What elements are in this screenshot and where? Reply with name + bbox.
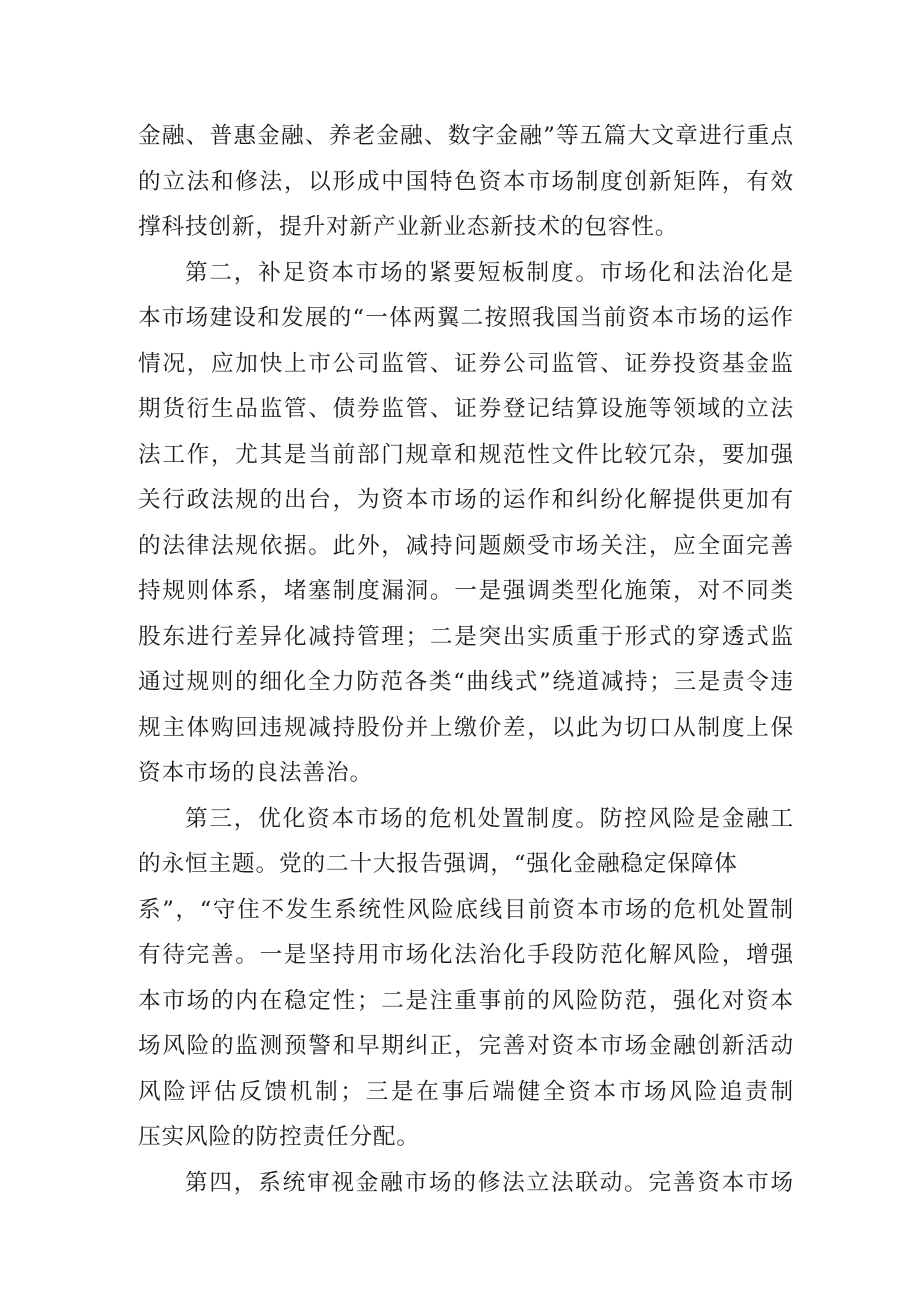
text-line: 规主体购回违规减持股份并上缴价差，以此为切口从制度上保: [138, 714, 794, 741]
text-line: 的立法和修法，以形成中国特色资本市场制度创新矩阵，有效: [138, 168, 794, 195]
text-line: 期货衍生品监管、债券监管、证券登记结算设施等领域的立法: [138, 396, 794, 422]
text-line: 持规则体系，堵塞制度漏洞。一是强调类型化施策，对不同类: [138, 578, 794, 604]
text-line: 有待完善。一是坚持用市场化法治化手段防范化解风险，增强: [138, 942, 794, 968]
text-line: 压实风险的防控责任分配。: [138, 1124, 420, 1150]
body-text: [138, 114, 794, 1206]
text-line: 情况，应加快上市公司监管、证券公司监管、证券投资基金监: [138, 350, 794, 377]
text-line: 第二，补足资本市场的紧要短板制度。市场化和法治化是: [185, 259, 794, 286]
text-line: 金融、普惠金融、养老金融、数字金融”等五篇大文章进行重点: [138, 123, 794, 149]
text-line: 的永恒主题。党的二十大报告强调，“强化金融稳定保障体: [138, 851, 738, 877]
text-line: 第三，优化资本市场的危机处置制度。防控风险是金融工: [185, 805, 794, 832]
text-line: 法工作，尤其是当前部门规章和规范性文件比较冗杂，要加强: [138, 441, 794, 468]
text-line: 通过规则的细化全力防范各类“曲线式”绕道减持；三是责令违: [138, 669, 794, 695]
text-line: 风险评估反馈机制；三是在事后端健全资本市场风险追责制: [138, 1078, 794, 1105]
text-line: 资本市场的良法善治。: [138, 760, 373, 786]
text-line: 本市场的内在稳定性；二是注重事前的风险防范，强化对资本: [138, 987, 794, 1014]
text-line: 系”，“守住不发生系统性风险底线目前资本市场的危机处置制: [138, 896, 794, 923]
text-line: 场风险的监测预警和早期纠正，完善对资本市场金融创新活动: [138, 1033, 794, 1059]
text-line: 的法律法规依据。此外，减持问题颇受市场关注，应全面完善: [138, 532, 794, 559]
text-line: 撑科技创新，提升对新产业新业态新技术的包容性。: [138, 214, 679, 240]
text-line: 第四，系统审视金融市场的修法立法联动。完善资本市场: [185, 1169, 794, 1196]
text-line: 本市场建设和发展的“一体两翼二按照我国当前资本市场的运作: [138, 305, 794, 331]
text-line: 关行政法规的出台，为资本市场的运作和纠纷化解提供更加有: [138, 487, 794, 513]
text-line: 股东进行差异化减持管理；二是突出实质重于形式的穿透式监: [138, 623, 794, 650]
